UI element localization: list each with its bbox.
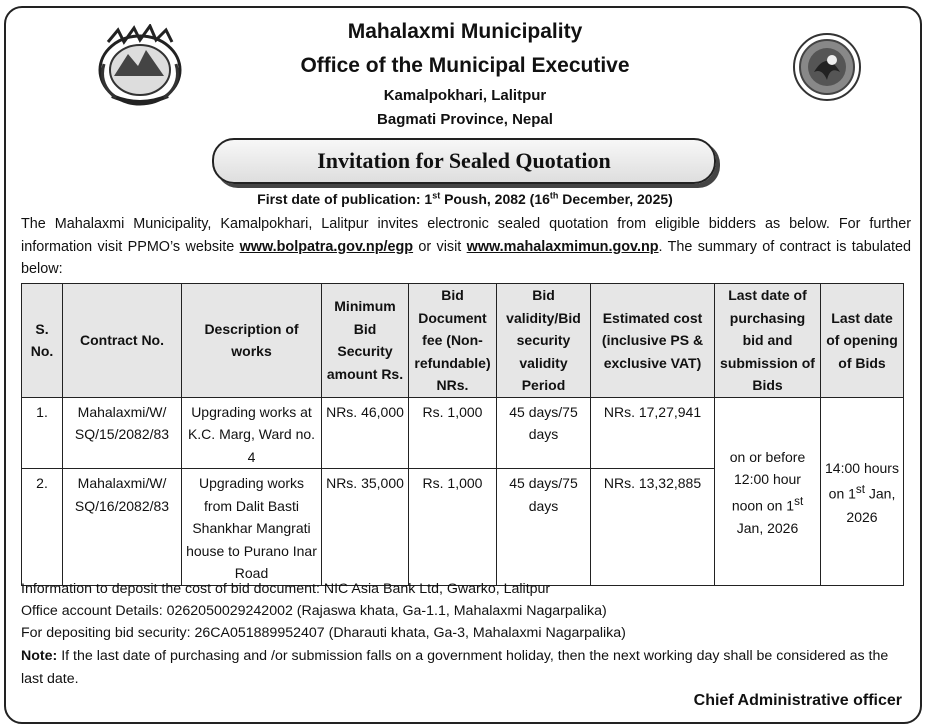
publication-date: First date of publication: 1st Poush, 2082 (16th December, 2025) — [257, 190, 673, 207]
cell-cost: NRs. 13,32,885 — [591, 469, 715, 586]
cell-fee: Rs. 1,000 — [409, 469, 497, 586]
cell-opening-date: 14:00 hours on 1st Jan, 2026 — [821, 397, 904, 585]
notice-banner: Invitation for Sealed Quotation — [212, 138, 716, 184]
table-header-row — [22, 284, 904, 398]
province-line: Bagmati Province, Nepal — [377, 111, 553, 128]
signature: Chief Administrative officer — [693, 692, 902, 709]
cell-desc: Upgrading works from Dalit Basti Shankhar Mangrati house to Purano Inar Road — [182, 469, 322, 586]
col-header: Minimum Bid Security amount Rs. — [322, 284, 409, 398]
cell-validity: 45 days/75 days — [497, 469, 591, 586]
contract-table — [21, 283, 904, 586]
col-header: Bid validity/Bid security validity Period — [497, 284, 591, 398]
office-title: Office of the Municipal Executive — [300, 54, 630, 77]
security-deposit-info: For depositing bid security: 26CA051889952407 (Dharauti khata, Ga-3, Mahalaxmi Nagarpalika) — [21, 625, 626, 641]
cell-security: NRs. 35,000 — [322, 469, 409, 586]
intro-paragraph: The Mahalaxmi Municipality, Kamalpokhari, Lalitpur invites electronic sealed quotation from eligible bidders as below. For further information visit PPMO’s website www.bolpatra.gov.np/egp or visit www.mahalaxmimun.gov.np. The summary of contract is tabulated below: — [21, 216, 911, 277]
cell-sn: 1. — [22, 397, 63, 469]
cell-fee: Rs. 1,000 — [409, 397, 497, 469]
bolpatra-link[interactable]: www.bolpatra.gov.np/egp — [239, 238, 414, 255]
org-title: Mahalaxmi Municipality — [347, 20, 583, 43]
note-label: Note: — [21, 648, 58, 664]
cell-validity: 45 days/75 days — [497, 397, 591, 469]
cell-sn: 2. — [22, 469, 63, 586]
cell-contract: Mahalaxmi/W/ SQ/16/2082/83 — [63, 469, 182, 586]
note — [21, 645, 911, 690]
col-header: Last date of opening of Bids — [821, 284, 904, 398]
address-line: Kamalpokhari, Lalitpur — [383, 87, 547, 104]
col-header: Estimated cost (inclusive PS & exclusive VAT) — [591, 284, 715, 398]
col-header: Bid Document fee (Non-refundable) NRs. — [409, 284, 497, 398]
col-header: Last date of purchasing bid and submission of Bids — [715, 284, 821, 398]
table-row — [22, 397, 904, 469]
col-header: Description of works — [182, 284, 322, 398]
cell-cost: NRs. 17,27,941 — [591, 397, 715, 469]
col-header: Contract No. — [63, 284, 182, 398]
col-header: S. No. — [22, 284, 63, 398]
cell-contract: Mahalaxmi/W/ SQ/15/2082/83 — [63, 397, 182, 469]
cell-security: NRs. 46,000 — [322, 397, 409, 469]
note-text: If the last date of purchasing and /or submission falls on a government holiday, then the next working day shall be considered as the last date. — [21, 648, 889, 687]
account-info: Office account Details: 0262050029242002 (Rajaswa khata, Ga-1.1, Mahalaxmi Nagarpalika) — [21, 603, 607, 619]
mahalaxmi-website-link[interactable]: www.mahalaxmimun.gov.np — [466, 238, 659, 255]
bank-info: Information to deposit the cost of bid document: NIC Asia Bank Ltd, Gwarko, Lalitpur — [21, 581, 551, 597]
cell-submission-date: on or before 12:00 hour noon on 1st Jan, 2026 — [715, 397, 821, 585]
cell-desc: Upgrading works at K.C. Marg, Ward no. 4 — [182, 397, 322, 469]
